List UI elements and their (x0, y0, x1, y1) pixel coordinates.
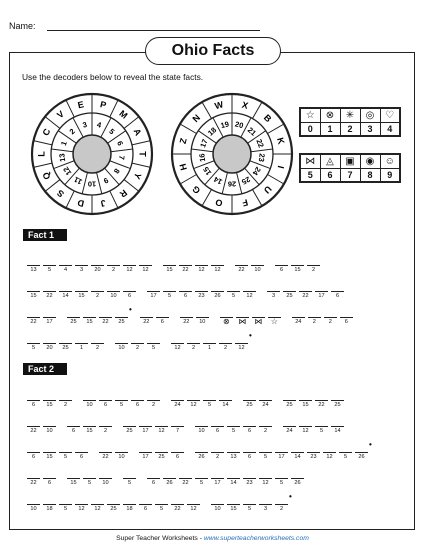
letter-blank[interactable]: 23 (307, 452, 320, 461)
letter-blank[interactable]: 1 (75, 343, 88, 352)
letter-blank[interactable]: 14 (291, 452, 304, 461)
letter-blank[interactable]: 26 (195, 452, 208, 461)
wheel-2-number-segment: 22 (254, 137, 266, 149)
code-word (123, 469, 139, 487)
code-word (180, 308, 212, 326)
letter-blank[interactable]: 5 (227, 291, 240, 300)
key-digit: 8 (360, 168, 380, 182)
letter-blank[interactable]: 22 (235, 265, 248, 274)
letter-blank[interactable]: 24 (283, 426, 296, 435)
code-word (99, 443, 131, 461)
wheel-1-letter-segment: P (99, 99, 108, 111)
letter-blank[interactable]: 25 (115, 317, 128, 326)
wheel-2-number-segment: 23 (256, 152, 267, 163)
period-mark: • (129, 305, 132, 314)
letter-blank[interactable]: 12 (123, 265, 136, 274)
letter-blank[interactable]: 6 (75, 452, 88, 461)
key-symbol-square-dot-icon: ▣ (340, 154, 360, 168)
letter-blank[interactable]: 15 (67, 478, 80, 487)
key-digit: 4 (380, 122, 400, 136)
letter-blank[interactable]: 23 (243, 478, 256, 487)
letter-blank[interactable]: 5 (203, 400, 216, 409)
letter-blank[interactable]: 12 (187, 504, 200, 513)
letter-blank[interactable]: 26 (163, 478, 176, 487)
letter-blank[interactable]: 10 (251, 265, 264, 274)
wheel-2-letter-segment: N (190, 112, 203, 125)
letter-blank[interactable]: 2 (219, 343, 232, 352)
wheel-1-number-segment: 11 (72, 174, 84, 187)
code-line (27, 469, 315, 486)
code-word (27, 417, 59, 435)
footer-text: Super Teacher Worksheets - (116, 535, 204, 542)
letter-blank[interactable]: 20 (91, 265, 104, 274)
code-word (83, 391, 163, 409)
wheel-1-number-segment: 9 (102, 175, 110, 186)
key-digit: 3 (360, 122, 380, 136)
wheel-1-letter-segment: E (76, 99, 85, 111)
letter-blank[interactable]: 17 (43, 317, 56, 326)
code-line (27, 256, 331, 273)
wheel-1-letter-segment: L (36, 151, 47, 157)
key-digit: 0 (300, 122, 320, 136)
code-word (27, 334, 107, 352)
wheel-1-letter-segment: Q (40, 170, 53, 182)
wheel-2-number-segment: 25 (240, 174, 252, 187)
letter-blank[interactable]: 10 (196, 317, 209, 326)
key-symbol-triangle-icon: ◬ (320, 154, 340, 168)
wheel-1-number-segment: 2 (67, 126, 77, 137)
code-word (235, 256, 267, 274)
wheel-1-letter-segment: T (137, 151, 148, 157)
letter-blank[interactable]: 13 (227, 452, 240, 461)
wheel-2-letter-segment: I (275, 164, 286, 170)
decoder-wheel-2 (170, 92, 294, 216)
code-word (27, 495, 203, 513)
letter-blank[interactable]: 12 (211, 265, 224, 274)
letter-blank[interactable]: 22 (179, 265, 192, 274)
key-symbol-circle-dot-icon: ◉ (360, 154, 380, 168)
key-symbol-heart-icon: ♡ (380, 108, 400, 122)
wheel-2-letter-segment: H (177, 162, 189, 172)
code-word (283, 391, 347, 409)
code-line (27, 331, 260, 351)
wheel-1-letter-segment: C (40, 126, 53, 138)
letter-blank[interactable]: 24 (171, 400, 184, 409)
letter-blank[interactable]: 6 (179, 291, 192, 300)
letter-blank[interactable]: 25 (123, 426, 136, 435)
name-label: Name: (9, 21, 36, 31)
letter-blank[interactable]: 12 (235, 343, 248, 352)
wheel-2-letter-segment: F (241, 197, 250, 209)
letter-blank[interactable]: 22 (179, 478, 192, 487)
code-word (275, 256, 323, 274)
letter-blank[interactable]: 22 (99, 452, 112, 461)
letter-blank[interactable]: 10 (115, 452, 128, 461)
footer-link[interactable]: www.superteacherworksheets.com (203, 535, 309, 542)
key-digit: 6 (320, 168, 340, 182)
wheel-2-letter-segment: O (214, 197, 224, 209)
letter-blank[interactable]: ⋈ (252, 317, 265, 326)
code-word (67, 469, 115, 487)
wheel-2-number-segment: 16 (197, 152, 208, 163)
wheel-2-letter-segment: X (240, 99, 250, 111)
letter-blank[interactable]: 2 (275, 504, 288, 513)
code-word (147, 282, 259, 300)
letter-blank[interactable]: 22 (43, 291, 56, 300)
letter-blank[interactable]: 6 (243, 426, 256, 435)
letter-blank[interactable]: 5 (115, 400, 128, 409)
letter-blank[interactable]: 17 (139, 452, 152, 461)
period-mark: • (249, 331, 252, 340)
page-title: Ohio Facts (145, 37, 281, 65)
letter-blank[interactable]: 10 (107, 291, 120, 300)
letter-blank[interactable]: 5 (195, 478, 208, 487)
code-word (195, 417, 275, 435)
letter-blank[interactable]: 25 (283, 291, 296, 300)
letter-blank[interactable]: 4 (59, 265, 72, 274)
letter-blank[interactable]: 17 (275, 452, 288, 461)
letter-blank[interactable]: 6 (99, 400, 112, 409)
letter-blank[interactable]: 2 (308, 317, 321, 326)
wheel-2-number-segment: 17 (198, 137, 210, 149)
wheel-2-letter-segment: G (190, 183, 203, 196)
key-digit: 5 (300, 168, 320, 182)
symbol-key-2 (299, 153, 401, 183)
code-line (27, 391, 355, 408)
fact-1-label: Fact 1 (23, 229, 67, 241)
letter-blank[interactable]: 5 (163, 291, 176, 300)
fact-2-label: Fact 2 (23, 363, 67, 375)
key-digit: 2 (340, 122, 360, 136)
letter-blank[interactable]: 14 (331, 426, 344, 435)
letter-blank[interactable]: 12 (195, 265, 208, 274)
letter-blank[interactable]: ⊗ (220, 317, 233, 326)
letter-blank[interactable]: 5 (123, 478, 136, 487)
wheel-2-letter-segment: B (261, 112, 274, 125)
letter-blank[interactable]: 24 (292, 317, 305, 326)
code-word (123, 417, 187, 435)
code-line (27, 440, 380, 460)
letter-blank[interactable]: ☆ (268, 317, 281, 326)
letter-blank[interactable]: 5 (155, 504, 168, 513)
wheel-1-number-segment: 6 (115, 139, 125, 147)
letter-blank[interactable]: 12 (243, 291, 256, 300)
letter-blank[interactable]: 22 (27, 317, 40, 326)
letter-blank[interactable]: 12 (323, 452, 336, 461)
code-word (27, 443, 91, 461)
letter-blank[interactable]: 3 (267, 291, 280, 300)
letter-blank[interactable]: 23 (195, 291, 208, 300)
letter-blank[interactable]: 15 (43, 452, 56, 461)
letter-blank[interactable]: 24 (259, 400, 272, 409)
letter-blank[interactable]: 25 (331, 400, 344, 409)
letter-blank[interactable]: 25 (107, 504, 120, 513)
letter-blank[interactable]: 22 (315, 400, 328, 409)
letter-blank[interactable]: 6 (275, 265, 288, 274)
wheel-2-letter-segment: W (213, 99, 225, 112)
code-word (67, 417, 115, 435)
wheel-1-letter-segment: Y (131, 171, 144, 181)
code-line (27, 492, 300, 512)
key-digit: 7 (340, 168, 360, 182)
letter-blank[interactable]: 17 (139, 426, 152, 435)
letter-blank[interactable]: 2 (107, 265, 120, 274)
letter-blank[interactable]: 12 (259, 478, 272, 487)
letter-blank[interactable]: 6 (156, 317, 169, 326)
letter-blank[interactable]: 26 (355, 452, 368, 461)
code-word (27, 308, 59, 326)
code-word (163, 256, 227, 274)
letter-blank[interactable]: 6 (67, 426, 80, 435)
letter-blank[interactable]: 15 (163, 265, 176, 274)
letter-blank[interactable]: 12 (171, 343, 184, 352)
wheel-2-number-segment: 18 (205, 125, 219, 138)
letter-blank[interactable]: 5 (83, 478, 96, 487)
letter-blank[interactable]: 5 (243, 504, 256, 513)
wheel-2-number-segment: 14 (212, 174, 224, 187)
letter-blank[interactable]: 25 (155, 452, 168, 461)
letter-blank[interactable]: 10 (27, 504, 40, 513)
key-symbol-spiral-icon: ◎ (360, 108, 380, 122)
title-banner (145, 37, 281, 65)
letter-blank[interactable]: 14 (219, 400, 232, 409)
letter-blank[interactable]: 22 (171, 504, 184, 513)
wheel-1-letter-segment: M (117, 108, 130, 121)
letter-blank[interactable]: 2 (147, 400, 160, 409)
letter-blank[interactable]: 6 (243, 452, 256, 461)
period-mark: • (369, 440, 372, 449)
letter-blank[interactable]: 12 (187, 400, 200, 409)
code-word (67, 305, 132, 326)
letter-blank[interactable]: 25 (243, 400, 256, 409)
key-symbol-star-icon: ☆ (300, 108, 320, 122)
letter-blank[interactable]: 12 (155, 426, 168, 435)
letter-blank[interactable]: 6 (123, 291, 136, 300)
letter-blank[interactable]: 6 (147, 478, 160, 487)
letter-blank[interactable]: 2 (59, 400, 72, 409)
code-word (292, 308, 356, 326)
wheel-1-number-segment: 12 (61, 165, 74, 178)
letter-blank[interactable]: 5 (227, 426, 240, 435)
code-word (195, 440, 372, 461)
code-word (139, 443, 187, 461)
wheel-1-number-segment: 4 (96, 120, 103, 130)
code-word (115, 334, 163, 352)
name-input-line[interactable] (47, 30, 260, 31)
letter-blank[interactable]: 15 (43, 400, 56, 409)
letter-blank[interactable]: 15 (27, 291, 40, 300)
letter-blank[interactable]: 5 (147, 343, 160, 352)
key-symbol-circle-x-icon: ⊗ (320, 108, 340, 122)
wheel-1-letter-segment: R (117, 187, 130, 200)
wheel-1-number-segment: 1 (59, 139, 69, 147)
letter-blank[interactable]: 3 (259, 504, 272, 513)
period-mark: • (289, 492, 292, 501)
letter-blank[interactable]: 15 (299, 400, 312, 409)
code-line (27, 417, 355, 434)
letter-blank[interactable]: 26 (211, 291, 224, 300)
letter-blank[interactable]: 25 (67, 317, 80, 326)
letter-blank[interactable]: 13 (27, 265, 40, 274)
letter-blank[interactable]: 25 (283, 400, 296, 409)
letter-blank[interactable]: 10 (99, 478, 112, 487)
wheel-2-letter-segment: U (261, 183, 274, 196)
key-symbol-asterisk-icon: ✳ (340, 108, 360, 122)
letter-blank[interactable]: 2 (211, 452, 224, 461)
wheel-2-number-segment: 21 (245, 125, 259, 138)
letter-blank[interactable]: 2 (307, 265, 320, 274)
letter-blank[interactable]: ⋈ (236, 317, 249, 326)
code-word (27, 256, 155, 274)
wheel-1-number-segment: 10 (87, 179, 97, 189)
letter-blank[interactable]: 2 (187, 343, 200, 352)
letter-blank[interactable]: 12 (75, 504, 88, 513)
letter-blank[interactable]: 5 (59, 452, 72, 461)
letter-blank[interactable]: 22 (99, 317, 112, 326)
wheel-1-number-segment: 8 (111, 166, 122, 176)
letter-blank[interactable]: 2 (131, 343, 144, 352)
letter-blank[interactable]: 5 (315, 426, 328, 435)
letter-blank[interactable]: 12 (299, 426, 312, 435)
letter-blank[interactable]: 22 (180, 317, 193, 326)
letter-blank[interactable]: 10 (211, 504, 224, 513)
wheel-1-letter-segment: S (55, 187, 66, 200)
code-word (27, 469, 59, 487)
letter-blank[interactable]: 6 (331, 291, 344, 300)
letter-blank[interactable]: 15 (75, 291, 88, 300)
letter-blank[interactable]: 22 (140, 317, 153, 326)
wheel-2-letter-segment: Z (177, 136, 189, 145)
letter-blank[interactable]: 6 (171, 452, 184, 461)
code-word (283, 417, 347, 435)
letter-blank[interactable]: 2 (99, 426, 112, 435)
letter-blank[interactable]: 6 (27, 452, 40, 461)
letter-blank[interactable]: 6 (211, 426, 224, 435)
letter-blank[interactable]: 6 (139, 504, 152, 513)
wheel-1-number-segment: 3 (81, 120, 88, 130)
letter-blank[interactable]: 5 (275, 478, 288, 487)
symbol-key-1 (299, 107, 401, 137)
letter-blank[interactable]: 12 (139, 265, 152, 274)
wheel-2-number-segment: 19 (219, 119, 230, 131)
wheel-2-number-segment: 15 (201, 165, 214, 178)
wheel-1-letter-segment: V (55, 108, 66, 121)
key-digit: 1 (320, 122, 340, 136)
letter-blank[interactable]: 3 (75, 265, 88, 274)
letter-blank[interactable]: 15 (83, 317, 96, 326)
wheel-2-letter-segment: K (275, 136, 287, 146)
wheel-1-letter-segment: D (76, 197, 86, 209)
name-row (9, 21, 36, 31)
letter-blank[interactable]: 17 (147, 291, 160, 300)
footer (0, 535, 425, 542)
wheel-1-letter-segment: J (99, 197, 107, 209)
wheel-1-number-segment: 13 (57, 152, 68, 163)
letter-blank[interactable]: 15 (291, 265, 304, 274)
letter-blank[interactable]: 6 (27, 400, 40, 409)
letter-blank[interactable]: 26 (291, 478, 304, 487)
code-word (27, 391, 75, 409)
letter-blank[interactable]: 5 (259, 452, 272, 461)
key-symbol-bowtie-icon: ⋈ (300, 154, 320, 168)
letter-blank[interactable]: 14 (227, 478, 240, 487)
code-word (220, 308, 284, 326)
code-word (140, 308, 172, 326)
letter-blank[interactable]: 18 (43, 504, 56, 513)
letter-blank[interactable]: 2 (91, 291, 104, 300)
letter-blank[interactable]: 14 (59, 291, 72, 300)
letter-blank[interactable]: 12 (91, 504, 104, 513)
letter-blank[interactable]: 17 (315, 291, 328, 300)
letter-blank[interactable]: 2 (324, 317, 337, 326)
letter-blank[interactable]: 10 (115, 343, 128, 352)
wheel-2-number-segment: 20 (234, 119, 245, 131)
decoder-wheel-1 (30, 92, 154, 216)
letter-blank[interactable]: 10 (195, 426, 208, 435)
letter-blank[interactable]: 17 (211, 478, 224, 487)
letter-blank[interactable]: 5 (27, 343, 40, 352)
letter-blank[interactable]: 22 (27, 426, 40, 435)
letter-blank[interactable]: 20 (43, 343, 56, 352)
letter-blank[interactable]: 2 (259, 426, 272, 435)
letter-blank[interactable]: 22 (299, 291, 312, 300)
code-word (171, 391, 235, 409)
wheel-2-number-segment: 24 (250, 165, 263, 178)
letter-blank[interactable]: 25 (59, 343, 72, 352)
wheel-1-letter-segment: A (131, 126, 144, 138)
wheel-1-number-segment: 7 (117, 155, 127, 161)
letter-blank[interactable]: 6 (131, 400, 144, 409)
letter-blank[interactable]: 22 (27, 478, 40, 487)
letter-blank[interactable]: 15 (227, 504, 240, 513)
letter-blank[interactable]: 5 (339, 452, 352, 461)
key-digit: 9 (380, 168, 400, 182)
wheel-2-number-segment: 26 (227, 179, 237, 189)
letter-blank[interactable]: 6 (340, 317, 353, 326)
code-line (27, 305, 364, 326)
code-word (267, 282, 347, 300)
letter-blank[interactable]: 2 (91, 343, 104, 352)
letter-blank[interactable]: 15 (83, 426, 96, 435)
code-word (211, 492, 292, 513)
letter-blank[interactable]: 5 (43, 265, 56, 274)
letter-blank[interactable]: 5 (59, 504, 72, 513)
wheel-1-number-segment: 5 (107, 126, 117, 137)
letter-blank[interactable]: 10 (83, 400, 96, 409)
letter-blank[interactable]: 6 (43, 478, 56, 487)
code-word (243, 391, 275, 409)
instructions: Use the decoders below to reveal the state facts. (22, 72, 204, 82)
code-word (147, 469, 307, 487)
letter-blank[interactable]: 10 (43, 426, 56, 435)
letter-blank[interactable]: 18 (123, 504, 136, 513)
letter-blank[interactable]: 7 (171, 426, 184, 435)
letter-blank[interactable]: 1 (203, 343, 216, 352)
code-line (27, 282, 355, 299)
key-symbol-smiley-icon: ☺ (380, 154, 400, 168)
code-word (27, 282, 139, 300)
code-word (171, 331, 252, 352)
